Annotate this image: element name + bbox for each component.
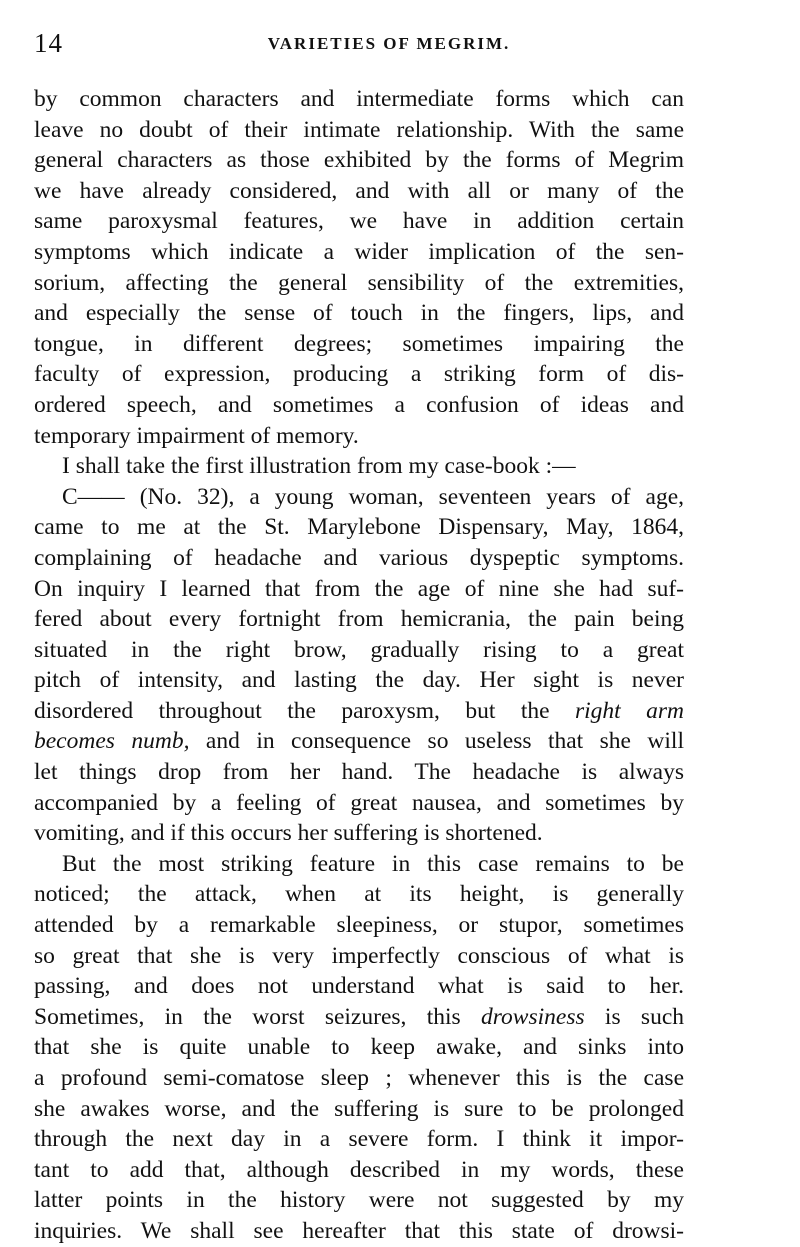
text-line [34, 971, 684, 1002]
page-header [34, 28, 684, 60]
text-line [34, 1216, 684, 1247]
line-text: disordered throughout the paroxysm, but the [34, 697, 550, 724]
line-text: general characters as those exhibited by the forms of Megrim [34, 147, 684, 174]
line-text: complaining of headache and various dyspeptic symptoms. [34, 544, 684, 571]
text-line [34, 910, 684, 941]
line-text: Sometimes, in the worst seizures, this [34, 1003, 461, 1030]
text-line [34, 298, 684, 329]
line-text: inquiries. We shall see hereafter that this state of drowsi- [34, 1217, 684, 1244]
text-line [34, 451, 684, 482]
text-line [34, 512, 684, 543]
line-text: through the next day in a severe form. I think it impor- [34, 1126, 684, 1153]
line-text: noticed; the attack, when at its height, is generally [34, 881, 684, 908]
text-line [34, 604, 684, 635]
line-text: situated in the right brow, gradually rising to a great [34, 636, 684, 663]
text-line [34, 696, 684, 727]
line-text: But the most striking feature in this case remains to be [62, 850, 684, 877]
text-line [34, 84, 684, 115]
italic-text: becomes numb, [34, 728, 190, 755]
line-text: latter points in the history were not suggested by my [34, 1187, 684, 1214]
text-line [34, 788, 684, 819]
text-line [34, 1124, 684, 1155]
text-line [34, 941, 684, 972]
line-text: leave no doubt of their intimate relationship. With the same [34, 116, 684, 143]
line-text: by common characters and intermediate forms which can [34, 86, 684, 112]
text-line [34, 421, 684, 452]
line-text: C—— (No. 32), a young woman, seventeen years of age, [62, 483, 684, 510]
line-text: a profound semi-comatose sleep ; whenever this is the case [34, 1065, 684, 1091]
line-text: came to me at the St. Marylebone Dispensary, May, 1864, [34, 514, 684, 541]
line-text: passing, and does not understand what is said to her. [34, 973, 684, 1000]
text-line [34, 1094, 684, 1125]
line-text: and especially the sense of touch in the fingers, lips, and [34, 300, 684, 327]
line-text: On inquiry I learned that from the age of nine she had suf- [34, 575, 684, 602]
text-line [34, 329, 684, 360]
text-line [34, 757, 684, 788]
text-line [34, 359, 684, 390]
line-text: that she is quite unable to keep awake, and sinks into [34, 1034, 684, 1061]
line-text: sorium, affecting the general sensibility of the extremities, [34, 269, 684, 296]
text-line [34, 726, 684, 757]
text-line [34, 1155, 684, 1186]
line-text: fered about every fortnight from hemicrania, the pain being [34, 606, 684, 633]
text-line [34, 237, 684, 268]
line-text: tant to add that, although described in my words, these [34, 1156, 684, 1183]
line-text: tongue, in different degrees; sometimes impairing the [34, 330, 684, 357]
text-line [34, 665, 684, 696]
line-text: ordered speech, and sometimes a confusion of ideas and [34, 391, 684, 418]
line-text: accompanied by a feeling of great nausea, and sometimes by [34, 789, 684, 816]
body-text [34, 84, 684, 1247]
text-line [34, 1185, 684, 1216]
text-line [34, 482, 684, 513]
italic-text: right arm [575, 697, 685, 724]
text-line [34, 574, 684, 605]
italic-text: drowsiness [481, 1003, 585, 1030]
line-text: symptoms which indicate a wider implication of the sen- [34, 238, 684, 265]
line-text: so great that she is very imperfectly conscious of what is [34, 942, 684, 969]
text-line [34, 115, 684, 146]
text-line [34, 543, 684, 574]
line-text: I shall take the first illustration from my case-book :— [62, 453, 576, 480]
running-head: VARIETIES OF MEGRIM. [267, 34, 511, 53]
line-text: and in consequence so useless that she will [189, 728, 684, 755]
line-text: faculty of expression, producing a striking form of dis- [34, 361, 684, 388]
text-line [34, 1063, 684, 1094]
line-text: she awakes worse, and the suffering is sure to be prolonged [34, 1095, 684, 1122]
text-line [34, 879, 684, 910]
text-line [34, 818, 684, 849]
text-line [34, 145, 684, 176]
line-text: temporary impairment of memory. [34, 422, 359, 449]
line-text: we have already considered, and with all or many of the [34, 177, 684, 204]
text-line [34, 635, 684, 666]
text-line [34, 1002, 684, 1033]
text-line [34, 206, 684, 237]
line-text: attended by a remarkable sleepiness, or stupor, sometimes [34, 912, 684, 939]
line-text-after: is such [584, 1003, 685, 1030]
text-line [34, 268, 684, 299]
text-line [34, 176, 684, 207]
page-number: 14 [34, 28, 63, 58]
text-line [34, 390, 684, 421]
line-text: pitch of intensity, and lasting the day. Her sight is never [34, 667, 684, 694]
text-line [34, 1032, 684, 1063]
line-text: let things drop from her hand. The headache is always [34, 759, 684, 786]
text-line [34, 849, 684, 880]
line-text: same paroxysmal features, we have in addition certain [34, 208, 684, 235]
line-text: vomiting, and if this occurs her suffering is shortened. [34, 820, 543, 847]
